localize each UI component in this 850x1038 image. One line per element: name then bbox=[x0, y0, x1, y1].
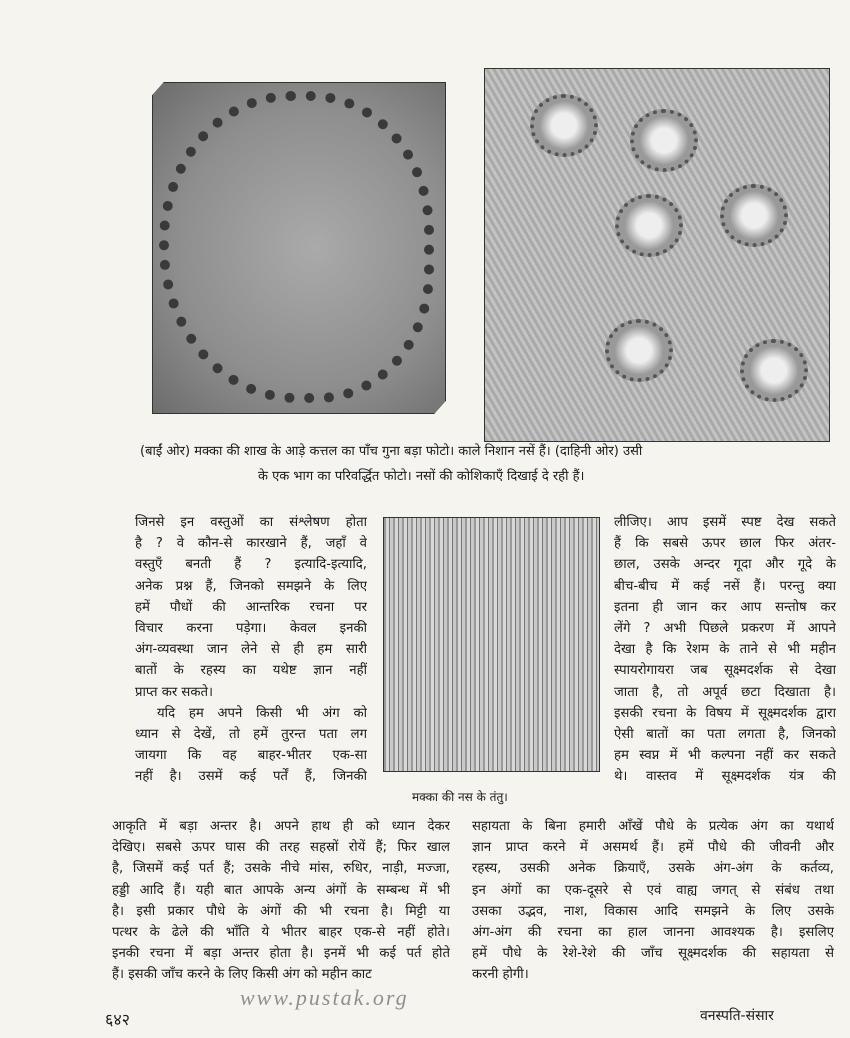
text-line: हड्डी आदि हैं। यही बात आपके अन्य अंगों के सम्बन्ध में भी bbox=[112, 882, 450, 898]
caption-line: के एक भाग का परिवर्द्धित फोटो। नसों की कोशिकाएँ दिखाई दे रही हैं। bbox=[258, 469, 585, 484]
photo-vascular-bundles-magnified bbox=[484, 68, 830, 442]
text-line: है ? वे कौन-से कारखाने हैं, जहाँ वे bbox=[135, 536, 367, 552]
text-line: इतना ही जान कर आप सन्तोष कर bbox=[614, 599, 836, 615]
text-line: बीच-बीच में कई नसें हैं। परन्तु क्या bbox=[614, 578, 836, 594]
text-line: बातों के रहस्य का यथेष्ट ज्ञान नहीं bbox=[135, 663, 367, 679]
text-line: जायगा कि वह बाहर-भीतर एक-सा bbox=[135, 748, 367, 764]
text-line: है। इसी प्रकार पौधे के अंगों की भी रचना है। मिट्टी या bbox=[112, 903, 450, 919]
running-title: वनस्पति-संसार bbox=[700, 1008, 774, 1024]
cell bbox=[605, 319, 673, 382]
text-line: है, जिसमें कई पर्त हैं; उसके नीचे मांस, रुधिर, नाड़ी, मज्जा, bbox=[112, 861, 450, 877]
text-line: स्पायरोगायरा जब सूक्ष्मदर्शक से देखा bbox=[614, 663, 836, 679]
text-line: अंग-व्यवस्था जान लेने से ही हम सारी bbox=[135, 642, 367, 658]
text-line: उसका उद्भव, नाश, विकास आदि समझने के लिए उसके bbox=[472, 903, 834, 919]
left-column bbox=[135, 512, 367, 788]
text-line: आकृति में बड़ा अन्तर है। अपने हाथ ही को ध्यान देकर bbox=[112, 819, 450, 834]
text-line: लीजिए। आप इसमें स्पष्ट देख सकते bbox=[614, 515, 836, 530]
caption-line: (बाईं ओर) मक्का की शाख के आड़े कत्तल का पाँच गुना बड़ा फोटो। काले निशान नसें हैं। (दाहिनी ओर) उसी bbox=[140, 444, 643, 459]
text-line: अनेक प्रश्न हैं, जिनको समझने के लिए bbox=[135, 578, 367, 594]
text-line: विचार करना पड़ेगा। केवल इनकी bbox=[135, 621, 367, 637]
text-line: इसकी रचना के विषय में सूक्ष्मदर्शक द्वारा bbox=[614, 705, 836, 721]
text-line: हैं कि सबसे ऊपर छाल फिर अंतर- bbox=[614, 536, 836, 552]
text-line: ऐसी बातों का पता लगता है, जिनको bbox=[614, 727, 836, 743]
text-line: यदि हम अपने किसी भी अंग को bbox=[157, 705, 367, 721]
right-column bbox=[614, 512, 836, 788]
text-line: जाता है, तो अपूर्व छटा दिखाता है। bbox=[614, 684, 836, 700]
cell bbox=[530, 94, 598, 157]
text-line: जिनसे इन वस्तुओं का संश्लेषण होता bbox=[135, 515, 367, 530]
text-line: हमें पौधों की आन्तरिक रचना पर bbox=[135, 599, 367, 615]
cell bbox=[720, 184, 788, 247]
figure-caption: मक्का की नस के तंतु। bbox=[412, 790, 508, 804]
text-line: लेंगे ? अभी पिछले प्रकरण में आपने bbox=[614, 621, 836, 637]
text-line: अंग-अंग की रचना का हाल जानना आवश्यक है। इसलिए bbox=[472, 925, 834, 941]
text-line: रहस्य, उसकी अनेक क्रियाएँ, उसके अंग-अंग के कर्तव्य, bbox=[472, 861, 834, 877]
text-line: इनकी रचना में बड़ा अन्तर होता है। इनमें भी कई पर्त होते bbox=[112, 946, 450, 962]
text-line: नहीं है। उसमें कई पर्तें हैं, जिनकी bbox=[135, 769, 367, 785]
photo-maize-vein-fibres bbox=[383, 517, 600, 772]
text-line: प्राप्त कर सकते। bbox=[135, 684, 213, 700]
watermark: www.pustak.org bbox=[240, 985, 409, 1010]
cell bbox=[615, 194, 683, 257]
text-line: हमें पौधे के रेशे-रेशे की जाँच सूक्ष्मदर्शक की सहायता से bbox=[472, 946, 834, 962]
cell bbox=[630, 109, 698, 172]
text-line: वस्तुएँ बनती हैं ? इत्यादि-इत्यादि, bbox=[135, 557, 367, 573]
text-line: करनी होगी। bbox=[472, 967, 529, 983]
page-number: ६४२ bbox=[105, 1010, 130, 1029]
text-line: ध्यान से देखें, तो हमें तुरन्त पता लग bbox=[135, 727, 367, 743]
bottom-right-column bbox=[472, 816, 834, 986]
text-line: थे। वास्तव में सूक्ष्मदर्शक यंत्र की bbox=[614, 769, 836, 785]
photo-maize-stem-cross-section bbox=[152, 82, 446, 414]
text-line: इन अंगों का एक-दूसरे से एवं वाह्य जगत् से संबंध तथा bbox=[472, 882, 834, 898]
text-line: सहायता के बिना हमारी आँखें पौधे के प्रत्येक अंग का यथार्थ bbox=[472, 819, 834, 834]
text-line: पत्थर के ढेले की भाँति ये भीतर बाहर एक-से नहीं होते। bbox=[112, 925, 450, 941]
vascular-ring bbox=[159, 91, 434, 403]
text-line: ज्ञान प्राप्त करने में असमर्थ हैं। हमें पौधे की जीवनी और bbox=[472, 840, 834, 856]
text-line: देखा है कि रेशम के ताने से भी महीन bbox=[614, 642, 836, 658]
text-line: हैं। इसकी जाँच करने के लिए किसी अंग को महीन काट bbox=[112, 967, 372, 983]
bottom-left-column bbox=[112, 816, 450, 986]
text-line: छाल, उसके अन्दर गूदा और गूदे के bbox=[614, 557, 836, 573]
cell bbox=[740, 339, 808, 402]
text-line: हम स्वप्न में भी कल्पना नहीं कर सकते bbox=[614, 748, 836, 764]
text-line: देखिए। सबसे ऊपर घास की तरह सहस्रों रोयें हैं; फिर खाल bbox=[112, 840, 450, 856]
